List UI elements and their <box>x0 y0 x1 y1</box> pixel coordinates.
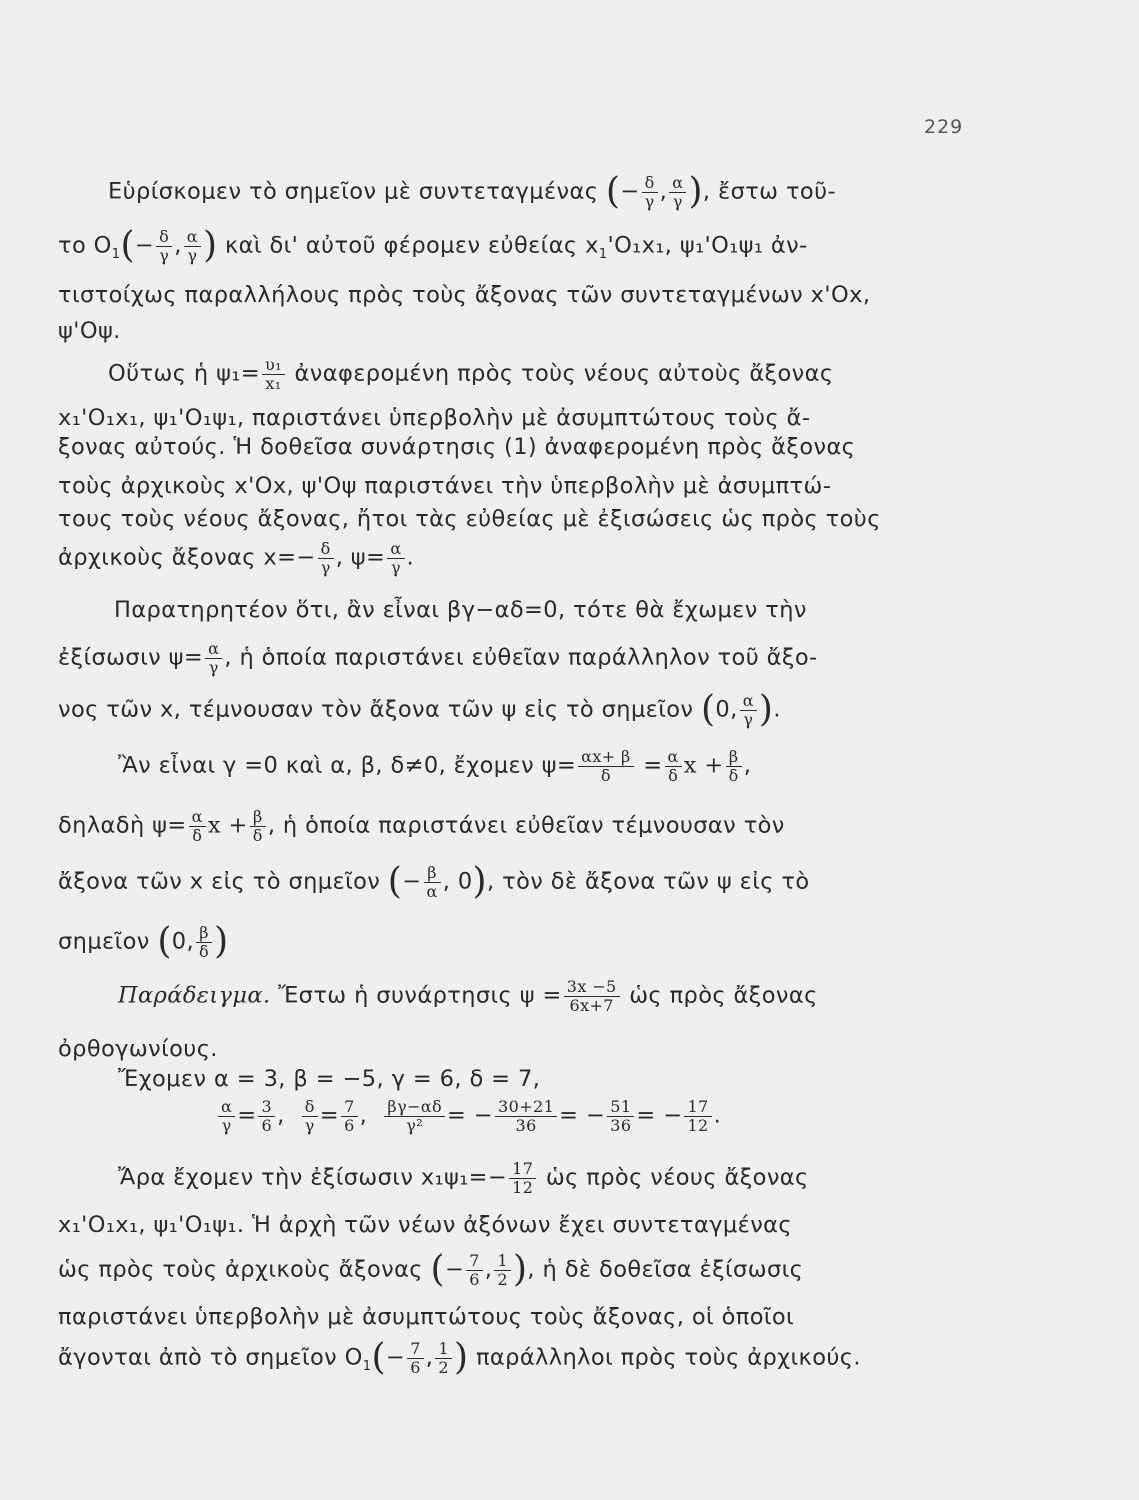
line-23: x₁'O₁x₁, ψ₁'O₁ψ₁. Ἡ ἀρχὴ τῶν νέων ἀξόνων ἔχει συντεταγμένας <box>58 1212 792 1238</box>
fraction: $\frac{\alpha}{\gamma}$ <box>669 174 686 210</box>
line-15: δηλαδὴ ψ= $\frac{\alpha}{\delta}$ x + $\frac{\beta}{\delta}$ , ἡ ὁποία παριστάνει εὐθεῖαν τέμνουσαν τὸν <box>58 807 785 845</box>
fraction: $\frac{30+21}{36}$ <box>495 1098 557 1134</box>
text-segment: ἀν- <box>770 232 808 259</box>
fraction: $\frac{\alpha}{\delta}$ <box>189 808 206 844</box>
fraction: $\frac{\delta}{\gamma}$ <box>642 174 658 210</box>
line-22: Ἄρα ἔχομεν τὴν ἐξίσωσιν x₁ψ₁=− $\frac{17}{12}$ ὡς πρὸς νέους ἄξονας <box>118 1159 809 1197</box>
text-segment: καὶ δι' αὐτοῦ φέρομεν εὐθείας x <box>225 232 599 259</box>
fraction: $\frac{17}{12}$ <box>684 1098 711 1134</box>
fraction: $\frac{\beta\gamma-\alpha\delta}{\text{γ²}}$ <box>384 1098 445 1134</box>
fraction: $\frac{3x -5}{6x+7}$ <box>564 978 620 1014</box>
text-segment: το O <box>58 232 112 259</box>
fraction: $\frac{\beta}{\delta}$ <box>250 808 266 844</box>
line-18: Παράδειγμα. Ἔστω ἡ συνάρτησις ψ = $\frac{3x -5}{6x+7}$ ὡς πρὸς ἄξονας <box>118 977 818 1015</box>
line-13: νος τῶν x, τέμνουσαν τὸν ἄξονα τῶν ψ εἰς τὸ σημεῖον (0, $\frac{\alpha}{\gamma}$ ). <box>58 689 781 731</box>
line-26: ἄγονται ἀπὸ τὸ σημεῖον $O_1(-$ $\frac{7}{6}$ , $\frac{1}{2}$ ) παράλληλοι πρὸς τοὺς ἀρχικούς. <box>58 1337 861 1379</box>
fraction: $\frac{\alpha}{\gamma}$ <box>740 692 757 728</box>
fraction: $\frac{\alpha x+ \beta}{\delta}$ <box>578 748 634 784</box>
line-10: ἀρχικοὺς ἄξονας x=− $\frac{\delta}{\gamma}$ , ψ= $\frac{\alpha}{\gamma}$ . <box>58 539 415 577</box>
line-16: ἄξονα τῶν x εἰς τὸ σημεῖον (− $\frac{\beta}{\alpha}$ , 0), τὸν δὲ ἄξονα τῶν ψ εἰς τὸ <box>58 861 810 903</box>
line-2: το $O_1(-$ $\frac{\delta}{\gamma}$ , $\frac{\alpha}{\gamma}$ ) καὶ δι' αὐτοῦ φέρομεν εὐθείας $x_1'O_1x_1$, ψ₁'O₁ψ₁ ἀν- <box>58 225 808 267</box>
line-20: Ἔχομεν α = 3, β = −5, γ = 6, δ = 7, <box>118 1066 541 1092</box>
line-4: ψ'Oψ. <box>58 318 121 344</box>
fraction: $\frac{\alpha}{\gamma}$ <box>184 228 201 264</box>
fraction: $\frac{\delta}{\gamma}$ <box>302 1098 318 1134</box>
line-7: ξονας αὐτούς. Ἡ δοθεῖσα συνάρτησις (1) ἀναφερομένη πρὸς ἄξονας <box>58 434 856 460</box>
fraction: $\frac{1}{2}$ <box>494 1252 511 1288</box>
line-19: ὀρθογωνίους. <box>58 1036 218 1062</box>
fraction: $\frac{7}{6}$ <box>466 1252 483 1288</box>
line-17: σημεῖον (0, $\frac{\beta}{\delta}$ ) <box>58 921 229 963</box>
line-5: Οὕτως ἡ ψ₁= $\frac{\text{υ₁}}{\text{x₁}}$ ἀναφερομένη πρὸς τοὺς νέους αὐτοὺς ἄξονας <box>108 355 834 393</box>
fraction: $\frac{\beta}{\delta}$ <box>196 924 212 960</box>
fraction: $\frac{1}{2}$ <box>435 1340 452 1376</box>
fraction: $\frac{7}{6}$ <box>407 1340 424 1376</box>
fraction: $\frac{\alpha}{\gamma}$ <box>218 1098 235 1134</box>
fraction: $\frac{51}{36}$ <box>607 1098 634 1134</box>
text-segment: , ἔστω τοῦ- <box>702 178 837 205</box>
line-1: Εὑρίσκομεν τὸ σημεῖον μὲ συντεταγμένας (− $\frac{\delta}{\gamma}$ , $\frac{\alpha}{\gamma}$ ), ἔστω τοῦ- <box>108 171 837 213</box>
line-3: τιστοίχως παραλλήλους πρὸς τοὺς ἄξονας τῶν συντεταγμένων x'Ox, <box>58 282 871 308</box>
example-heading: Παράδειγμα. <box>118 982 271 1009</box>
line-24: ὡς πρὸς τοὺς ἀρχικοὺς ἄξονας (− $\frac{7}{6}$ , $\frac{1}{2}$ ), ἡ δὲ δοθεῖσα ἐξίσωσις <box>58 1249 804 1291</box>
fraction: $\frac{\text{υ₁}}{\text{x₁}}$ <box>262 356 285 392</box>
fraction: $\frac{3}{6}$ <box>258 1098 275 1134</box>
fraction: $\frac{\beta}{\delta}$ <box>726 748 742 784</box>
line-25: παριστάνει ὑπερβολὴν μὲ ἀσυμπτώτους τοὺς ἄξονας, οἱ ὁποῖοι <box>58 1304 795 1330</box>
fraction: $\frac{\beta}{\alpha}$ <box>424 864 441 900</box>
fraction: $\frac{\delta}{\gamma}$ <box>318 540 334 576</box>
line-9: τους τοὺς νέους ἄξονας, ἤτοι τὰς εὐθείας μὲ ἐξισώσεις ὡς πρὸς τοὺς <box>58 506 881 532</box>
fraction: $\frac{\alpha}{\gamma}$ <box>387 540 404 576</box>
fraction: $\frac{\delta}{\gamma}$ <box>156 228 172 264</box>
page-number: 229 <box>924 116 964 138</box>
line-8: τοὺς ἀρχικοὺς x'Ox, ψ'Oψ παριστάνει τὴν ὑπερβολὴν μὲ ἀσυμπτώ- <box>58 473 832 499</box>
line-12: ἐξίσωσιν ψ= $\frac{\alpha}{\gamma}$ , ἡ ὁποία παριστάνει εὐθεῖαν παράλληλον τοῦ ἄξο- <box>58 639 818 677</box>
fraction: $\frac{7}{6}$ <box>341 1098 358 1134</box>
fraction: $\frac{\alpha}{\gamma}$ <box>205 640 222 676</box>
fraction: $\frac{\alpha}{\delta}$ <box>665 748 682 784</box>
fraction: $\frac{17}{12}$ <box>509 1160 536 1196</box>
line-14: Ἂν εἶναι γ =0 καὶ α, β, δ≠0, ἔχομεν ψ= $\frac{\alpha x+ \beta}{\delta}$ = $\frac{\alpha}{\delta}$ x + $\frac{\beta}{\delta}$ , <box>118 747 752 785</box>
line-21: $\frac{\alpha}{\gamma}$ = $\frac{3}{6}$ , $\frac{\delta}{\gamma}$ = $\frac{7}{6}$ , $\frac{\beta\gamma-\alpha\delta}{\text{γ²}}$ = − $\frac{30+21}{36}$ = − $\frac{51}{36}$ = − $\frac{17}{12}$ . <box>216 1098 721 1134</box>
line-6: x₁'O₁x₁, ψ₁'O₁ψ₁, παριστάνει ὑπερβολὴν μὲ ἀσυμπτώτους τοὺς ἄ- <box>58 405 811 431</box>
minus-sign: − <box>620 178 640 205</box>
text-segment: Εὑρίσκομεν τὸ σημεῖον μὲ συντεταγμένας <box>108 178 599 205</box>
line-11: Παρατηρητέον ὅτι, ἂν εἶναι βγ−αδ=0, τότε θὰ ἔχωμεν τὴν <box>114 597 807 623</box>
